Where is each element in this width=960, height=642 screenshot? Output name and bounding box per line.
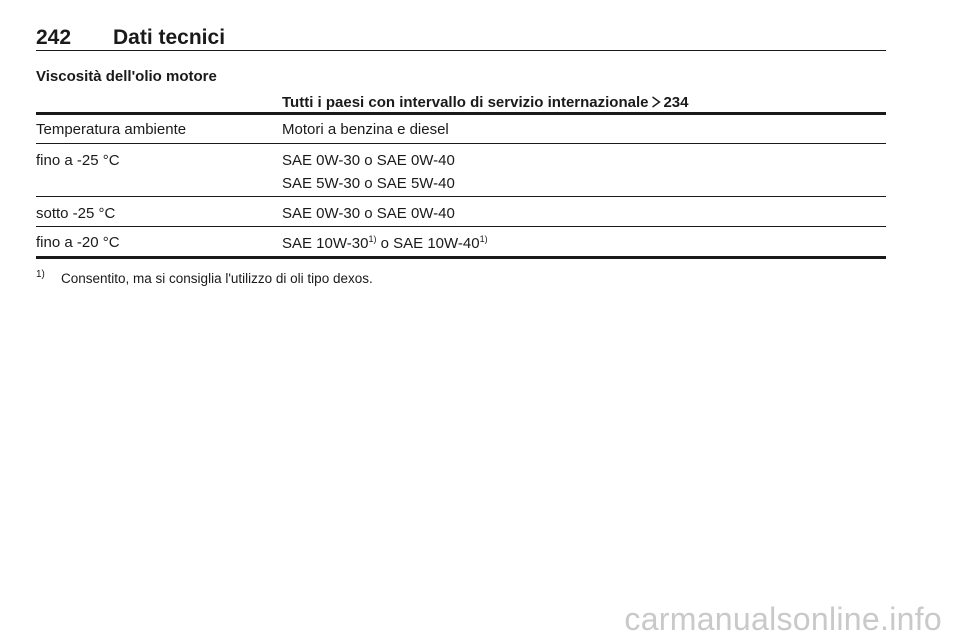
column-header-temperature: Temperatura ambiente	[36, 121, 187, 138]
table-caption	[282, 94, 689, 111]
table-top-rule	[36, 112, 886, 115]
row1-oil-option-1: SAE 0W-30 o SAE 0W-40	[282, 152, 455, 169]
page-reference-arrow-icon	[651, 96, 661, 108]
page-title: Dati tecnici	[113, 26, 226, 49]
table-row-divider	[36, 196, 886, 197]
row3-oil-b: SAE 10W-40	[393, 235, 480, 252]
table-caption-text: Tutti i paesi con intervallo di servizio internazionale	[282, 94, 649, 111]
column-header-engines: Motori a benzina e diesel	[282, 121, 449, 138]
row3-temperature: fino a -20 °C	[36, 234, 120, 251]
watermark: carmanualsonline.info	[624, 601, 942, 637]
footnote-marker: 1)	[36, 269, 45, 280]
table-row-divider	[36, 226, 886, 227]
header-divider	[36, 50, 886, 51]
footnote-text: Consentito, ma si consiglia l'utilizzo di oli tipo dexos.	[61, 271, 373, 286]
row1-temperature: fino a -25 °C	[36, 152, 120, 169]
row3-oil-connector: o	[376, 235, 394, 252]
table-row-divider	[36, 143, 886, 144]
section-title: Viscosità dell'olio motore	[36, 68, 217, 85]
page-number: 242	[36, 26, 72, 49]
footnote-ref: 1)	[368, 234, 377, 244]
row2-oil-option-1: SAE 0W-30 o SAE 0W-40	[282, 205, 455, 222]
row3-oil-a: SAE 10W-30	[282, 235, 369, 252]
row2-temperature: sotto -25 °C	[36, 205, 116, 222]
row3-oil-options	[282, 235, 488, 252]
row1-oil-option-2: SAE 5W-30 o SAE 5W-40	[282, 175, 455, 192]
footnote-ref: 1)	[479, 234, 488, 244]
table-caption-reference[interactable]: 234	[663, 94, 689, 111]
table-bottom-rule	[36, 256, 886, 259]
